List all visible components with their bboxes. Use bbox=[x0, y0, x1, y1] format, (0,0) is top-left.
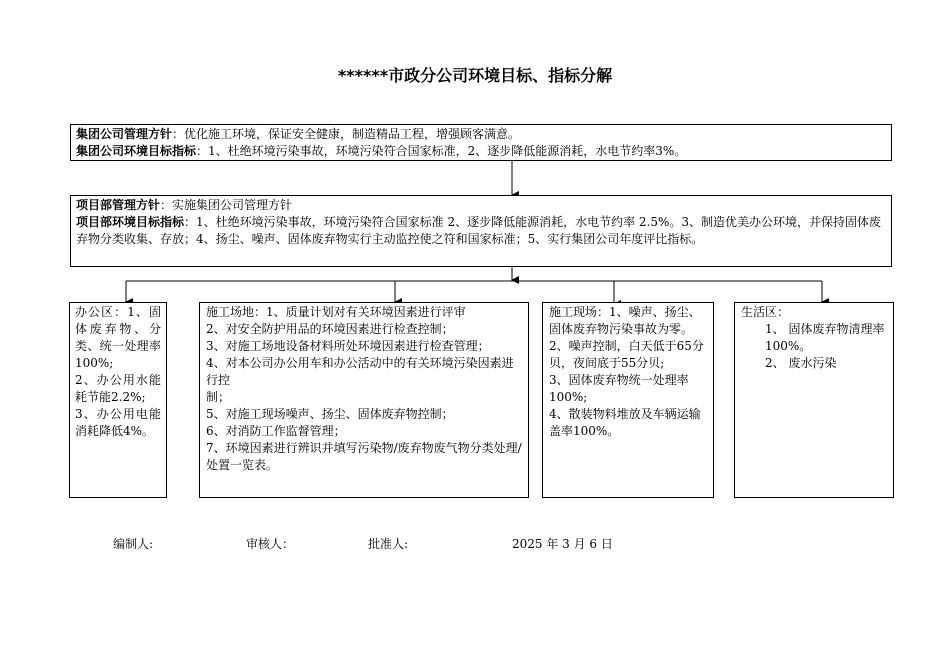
office-item: 办公区：1、固体废弃物、分类、统一处理率100%; bbox=[75, 305, 161, 370]
group-target-text: ：1、杜绝环境污染事故，环境污染符合国家标准，2、逐步降低能源消耗，水电节约率3%。 bbox=[196, 144, 687, 158]
office-area-box bbox=[69, 302, 167, 498]
office-item: 2、办公用水能耗节能2.2%; bbox=[75, 373, 161, 404]
group-target-label: 集团公司环境目标指标 bbox=[76, 144, 197, 158]
group-policy-box bbox=[70, 124, 892, 161]
living-area-box bbox=[734, 302, 894, 498]
project-target-text: ：1、杜绝环境污染事故，环境污染符合国家标准 2、逐步降低能源消耗，水电节约率 2.5%。3、制造优美办公环境，并保持固体废弃物分类收集、存放；4、扬尘、噪声、固体废弃物实行主动监控使之符和国家标准；5、实行集团公司年度评比指标。 bbox=[76, 215, 882, 246]
approver-label: 批准人: bbox=[368, 537, 409, 551]
site-item: 2、对安全防护用品的环境因素进行检查控制； bbox=[206, 322, 454, 336]
site-item: 3、对施工场地设备材料所处环境因素进行检查管理； bbox=[206, 339, 490, 353]
living-heading: 生活区： bbox=[741, 305, 790, 319]
construction-field-box bbox=[542, 302, 714, 498]
site-item: 4、对本公司办公用车和办公活动中的有关环境污染因素进行控 bbox=[206, 356, 514, 387]
reviewer-label: 审核人： bbox=[246, 537, 295, 551]
project-policy-label: 项目部管理方针 bbox=[76, 198, 161, 212]
site-item: 制； bbox=[206, 390, 231, 404]
site-item: 6、对消防工作监督管理； bbox=[206, 424, 346, 438]
field-item: 3、固体废弃物统一处理率100%; bbox=[549, 373, 689, 404]
page-title: ******市政分公司环境目标、指标分解 bbox=[337, 66, 613, 85]
group-policy-text: ：优化施工环境，保证安全健康，制造精品工程，增强顾客满意。 bbox=[172, 127, 521, 141]
site-item: 7、环境因素进行辨识并填写污染物/废弃物废气物分类处理/处置一览表。 bbox=[206, 441, 522, 472]
living-item: 1、 固体废弃物清理率100%。 bbox=[765, 322, 885, 353]
living-item: 2、 废水污染 bbox=[765, 356, 837, 370]
field-item: 施工现场：1、噪声、扬尘、固体废弃物污染事故为零。 bbox=[549, 305, 701, 336]
site-item: 5、对施工现场噪声、扬尘、固体废弃物控制； bbox=[206, 407, 454, 421]
project-policy-text: ：实施集团公司管理方针 bbox=[160, 198, 293, 212]
group-policy-label: 集团公司管理方针 bbox=[76, 127, 173, 141]
construction-site-box bbox=[199, 302, 529, 498]
site-item: 施工场地：1、质量计划对有关环境因素进行评审 bbox=[206, 305, 466, 319]
compiler-label: 编制人: bbox=[113, 537, 154, 551]
project-policy-box bbox=[70, 195, 892, 267]
field-item: 2、噪声控制，白天低于65分贝，夜间底于55分贝; bbox=[549, 339, 704, 370]
date-label: 2025 年 3 月 6 日 bbox=[512, 537, 613, 551]
project-target-label: 项目部环境目标指标 bbox=[76, 215, 185, 229]
field-item: 4、散装物料堆放及车辆运输盖率100%。 bbox=[549, 407, 701, 438]
office-item: 3、办公用电能消耗降低4%。 bbox=[75, 407, 161, 438]
